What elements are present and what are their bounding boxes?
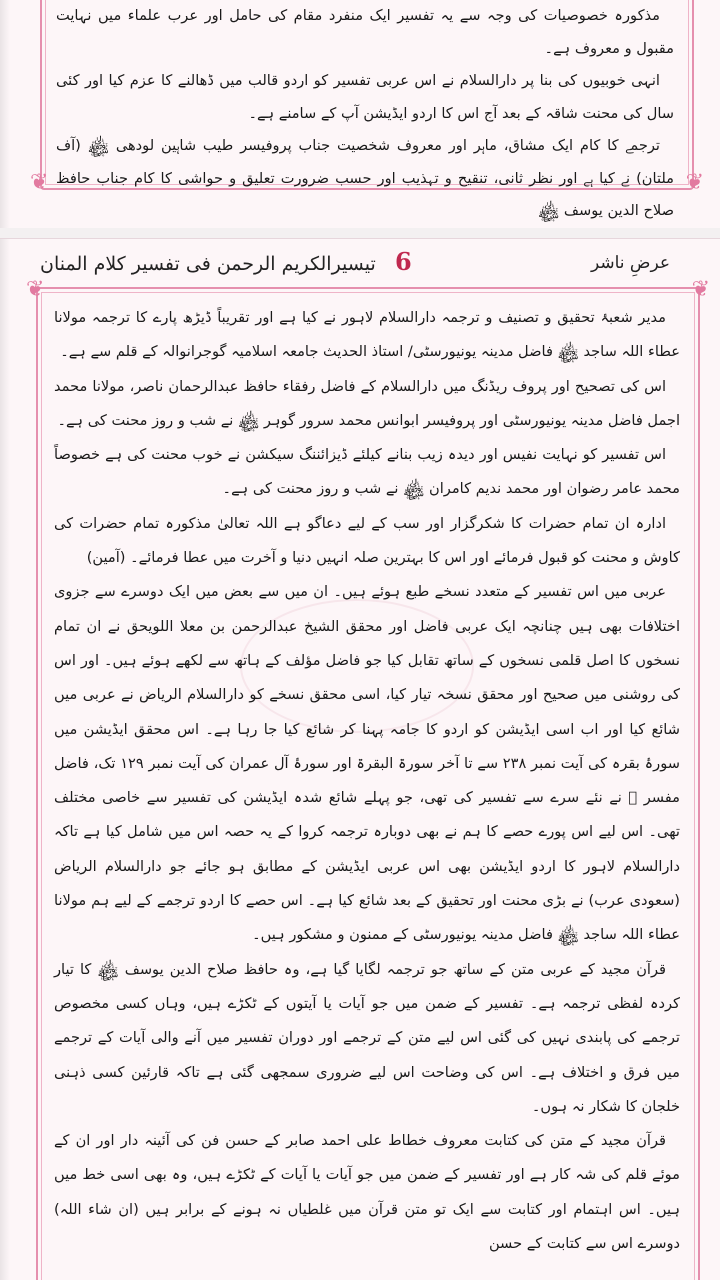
paragraph: مذکورہ خصوصیات کی وجہ سے یہ تفسیر ایک منفرد مقام کی حامل اور عرب علماء میں نہایت مقبول و معروف ہے۔ — [56, 7, 674, 57]
paragraph: انہی خوبیوں کی بنا پر دارالسلام نے اس عربی تفسیر کو اردو قالب میں ڈھالنے کا عزم کیا اور کئی سال کی محنت شاقہ کے بعد آج اس کا اردو ایڈیشن آپ کے سامنے ہے۔ — [56, 72, 674, 122]
current-page — [0, 238, 720, 1280]
paragraph: عربی میں اس تفسیر کے متعدد نسخے طبع ہوئے ہیں۔ ان میں سے بعض میں ایک دوسرے سے جزوی اختلافات بھی ہیں چنانچہ ایک عربی فاضل اور محقق الشیخ عبدالرحمن بن معلا اللویحق نے ان تمام نسخوں کا اصل قلمی نسخوں کے ساتھ تقابل کیا جو فاضل مؤلف کے ہاتھ سے لکھے ہوئے ہیں۔ اور اس کی روشنی میں صحیح اور محقق نسخہ تیار کیا، اسی محقق نسخے کو دارالسلام الریاض نے عربی میں شائع کیا اور اب اسی ایڈیشن کو اردو کا جامہ پہنا کر شائع کیا جا رہا ہے۔ اس محقق ایڈیشن میں سورۂ بقرہ کی آیت نمبر ۲۳۸ سے تا آخر سورۃ البقرۃ اور سورۂ آل عمران کی آیت نمبر ۱۲۹ تک، فاضل مفسر ﷫ نے نئے سرے سے تفسیر کی تھی، جو پہلے شائع شدہ ایڈیشن کی تفسیر سے خاصی مختلف تھی۔ اس لیے اس پورے حصے کا ہم نے بھی دوبارہ ترجمہ کروا کے یہ حصہ اس میں شامل کیا ہے تاکہ دارالسلام لاہور کا اردو ایڈیشن بھی اس عربی ایڈیشن کے مطابق ہو جائے جو دارالسلام الریاض (سعودی عرب) نے بڑی محنت اور تحقیق کے بعد شائع کیا ہے۔ اس حصے کا اردو ترجمے کے لیے ہم مولانا عطاء اللہ ساجد ﷾ فاضل مدینہ یونیورسٹی کے ممنون و مشکور ہیں۔ — [54, 583, 680, 944]
corner-ornament-icon: ❦ — [30, 170, 49, 195]
paragraph: اس تفسیر کو نہایت نفیس اور دیدہ زیب بنانے کیلئے ڈیزائننگ سیکشن نے خوب محنت کی ہے خصوصاً محمد عامر رضوان اور محمد ندیم کامران ﷾ نے شب و روز محنت کی ہے۔ — [54, 446, 680, 498]
page-body-text — [54, 301, 680, 1261]
paragraph: مدیر شعبۂ تحقیق و تصنیف و ترجمہ دارالسلام لاہور نے کیا ہے اور تقریباً ڈیڑھ پارے کا ترجمہ مولانا عطاء اللہ ساجد ﷾ فاضل مدینہ یونیورسٹی/ استاذ الحدیث جامعہ اسلامیہ گوجرانوالہ کے قلم سے ہے۔ — [54, 309, 680, 361]
page-gap — [0, 228, 720, 238]
paragraph: اس کی تصحیح اور پروف ریڈنگ میں دارالسلام کے فاضل رفقاء حافظ عبدالرحمان ناصر، مولانا محمد اجمل فاضل مدینہ یونیورسٹی اور پروفیسر ابوانس محمد سرور گوہر ﷾ نے شب و روز محنت کی ہے۔ — [54, 377, 680, 429]
page-edge-shadow — [0, 0, 10, 228]
book-title: تیسیرالکریم الرحمن فی تفسیر کلام المنان — [40, 253, 376, 275]
paragraph: قرآن مجید کے متن کی کتابت معروف خطاط علی احمد صابر کے حسن فن کی آئینہ دار اور ان کے موئے قلم کی شہ کار ہے اور تفسیر کے ضمن میں جو آیات یا آیات کے ٹکڑے ہیں، وہ بھی اسی خط میں ہیں۔ اس اہتمام اور کتابت سے ایک تو متن قرآن میں غلطیاں نہ ہونے کے برابر ہیں (ان شاء اللہ) دوسرے اس سے کتابت کے حسن — [54, 1132, 680, 1253]
running-header — [40, 247, 680, 281]
corner-ornament-icon: ❦ — [691, 277, 710, 302]
corner-ornament-icon: ❦ — [685, 170, 704, 195]
corner-ornament-icon: ❦ — [26, 277, 45, 302]
page-edge-shadow — [0, 239, 10, 1280]
paragraph: قرآن مجید کے عربی متن کے ساتھ جو ترجمہ لگایا گیا ہے، وہ حافظ صلاح الدین یوسف ﷾ کا تیار کردہ لفظی ترجمہ ہے۔ تفسیر کے ضمن میں جو آیات یا آیتوں کے ٹکڑے ہیں، وہاں کسی مخصوص ترجمے کی پابندی نہیں کی گئی اس لیے متن کے ترجمے اور دوران تفسیر میں آنے والی آیات کے ترجمے میں فرق و اختلاف ہے۔ اس کی وضاحت اس لیے ضروری سمجھی گئی ہے تاکہ قارئین کسی ذہنی خلجان کا شکار نہ ہوں۔ — [54, 960, 680, 1115]
paragraph: ترجمے کا کام ایک مشاق، ماہر اور معروف شخصیت جناب پروفیسر طیب شاہین لودھی ﷾ (آف ملتان) نے کیا ہے اور نظر ثانی، تنقیح و تہذیب اور حسب ضرورت تعلیق و حواشی کا کام جناب حافظ صلاح الدین یوسف ﷾ — [56, 137, 674, 219]
page-number: 6 — [395, 247, 412, 276]
paragraph: ادارہ ان تمام حضرات کا شکرگزار اور سب کے لیے دعاگو ہے اللہ تعالیٰ مذکورہ تمام حضرات کی کاوش و محنت کو قبول فرمائے اور اس کا بہترین صلہ انہیں دنیا و آخرت میں عطا فرمائے۔ (آمین) — [54, 514, 680, 567]
section-title: عرضِ ناشر — [590, 253, 670, 273]
page-body-text — [56, 0, 674, 228]
previous-page — [0, 0, 720, 228]
